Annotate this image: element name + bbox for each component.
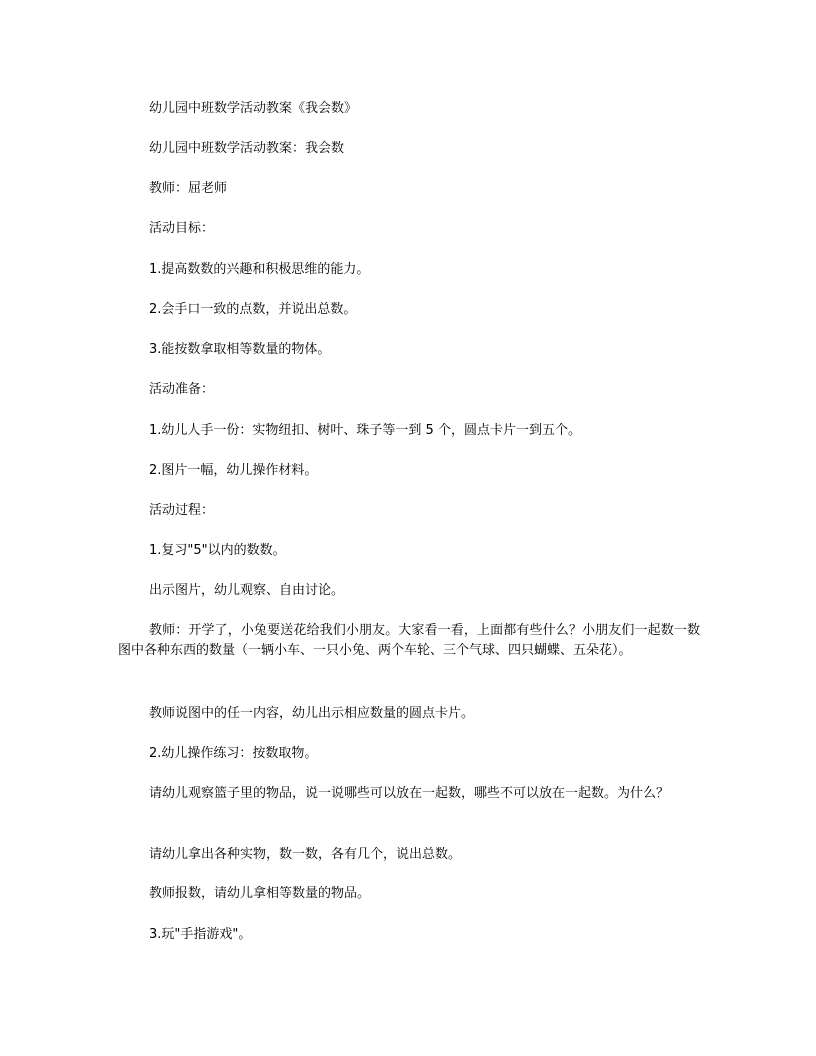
document-subtitle: 幼儿园中班数学活动教案：我会数 bbox=[149, 141, 345, 156]
document-title: 幼儿园中班数学活动教案《我会数》 bbox=[149, 101, 358, 116]
goal-item: 1.提高数数的兴趣和积极思维的能力。 bbox=[149, 262, 370, 277]
process-paragraph: 教师：开学了，小兔要送花给我们小朋友。大家看一看，上面都有些什么？小朋友们一起数一数图中各种东西的数量（一辆小车、一只小兔、两个车轮、三个气球、四只蝴蝶、五朵花）。 bbox=[118, 623, 700, 658]
process-step: 1.复习"5"以内的数数。 bbox=[149, 543, 286, 558]
process-step: 3.玩"手指游戏"。 bbox=[149, 927, 252, 942]
goal-item: 2.会手口一致的点数，并说出总数。 bbox=[149, 302, 357, 317]
goal-item: 3.能按数拿取相等数量的物体。 bbox=[149, 342, 331, 357]
prep-heading: 活动准备： bbox=[149, 382, 215, 397]
process-paragraph: 请幼儿拿出各种实物，数一数，各有几个，说出总数。 bbox=[149, 847, 462, 862]
prep-item: 1.幼儿人手一份：实物纽扣、树叶、珠子等一到 5 个，圆点卡片一到五个。 bbox=[149, 423, 581, 438]
goals-heading: 活动目标： bbox=[149, 221, 215, 236]
process-paragraph: 教师报数，请幼儿拿相等数量的物品。 bbox=[149, 886, 371, 901]
process-paragraph: 出示图片，幼儿观察、自由讨论。 bbox=[149, 583, 345, 598]
process-paragraph: 教师说图中的任一内容，幼儿出示相应数量的圆点卡片。 bbox=[149, 706, 475, 721]
process-step: 2.幼儿操作练习：按数取物。 bbox=[149, 746, 318, 761]
process-heading: 活动过程： bbox=[149, 503, 215, 518]
prep-item: 2.图片一幅，幼儿操作材料。 bbox=[149, 463, 318, 478]
process-paragraph: 请幼儿观察篮子里的物品，说一说哪些可以放在一起数，哪些不可以放在一起数。为什么？ bbox=[149, 786, 670, 801]
teacher-line: 教师：屈老师 bbox=[149, 181, 228, 196]
